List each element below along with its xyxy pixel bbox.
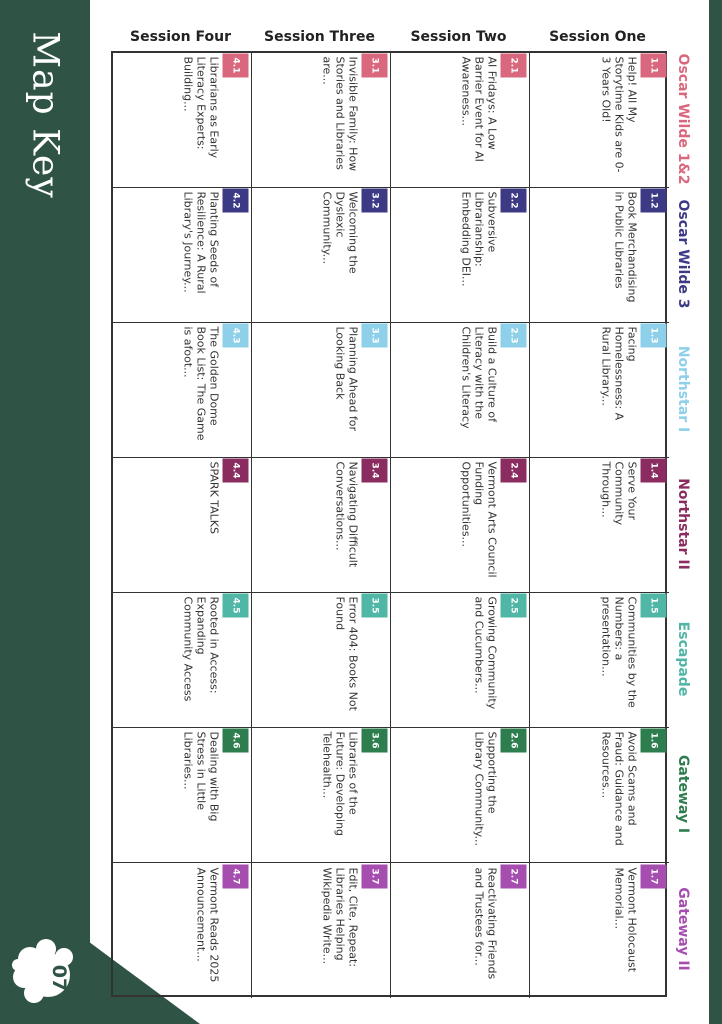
- session-cell: [530, 863, 669, 998]
- session-cell: [113, 188, 252, 323]
- room-label: Northstar II: [675, 477, 691, 570]
- session-number-badge: 4.7: [223, 864, 249, 888]
- session-number-badge: 2.6: [501, 729, 527, 753]
- session-title: Libraries of the Future: Developing Telehealth...: [320, 731, 360, 837]
- session-cell: [113, 323, 252, 458]
- session-title: Dealing with Big Stress in Little Libraries...: [181, 731, 221, 822]
- session-number-badge: 1.7: [640, 864, 666, 888]
- session-title: Build a Culture of Literacy with the Children's Literacy: [459, 326, 499, 429]
- session-cell: [391, 188, 530, 323]
- session-number-badge: 4.4: [223, 459, 249, 483]
- session-title: Growing Community and Cucumbers...: [472, 596, 499, 710]
- session-title: Help! All My Storytime Kids are 0-3 Years Old!: [599, 56, 638, 173]
- session-number-badge: 1.3: [640, 324, 666, 348]
- session-cell: [391, 323, 530, 458]
- session-title: Serve Your Community Through...: [599, 461, 638, 526]
- session-cell: [530, 188, 669, 323]
- session-title: Librarians as Early Literacy Experts: Building...: [181, 56, 221, 159]
- session-title: Book Merchandising in Public Libraries: [612, 191, 638, 303]
- session-title: Reactivating Friends and Trustees for...: [472, 867, 499, 979]
- room-label: Northstar I: [675, 345, 691, 432]
- session-cell: [530, 458, 669, 593]
- session-cell: [113, 728, 252, 863]
- session-title: Planting Seeds of Resilience: A Rural Library's Journey...: [181, 191, 221, 294]
- session-number-badge: 1.2: [640, 189, 666, 213]
- session-cell: [530, 593, 669, 728]
- session-cell: [530, 728, 669, 863]
- session-cell: [252, 188, 391, 323]
- session-title: Rooted in Access: Expanding Community Access: [181, 596, 221, 702]
- session-number-badge: 3.1: [362, 54, 388, 78]
- session-cell: [391, 593, 530, 728]
- session-header: Session Three: [264, 29, 375, 45]
- session-title: Welcoming the Dyslexic Community...: [320, 191, 360, 274]
- session-number-badge: 2.7: [501, 864, 527, 888]
- session-cell: [391, 458, 530, 593]
- session-cell: [252, 863, 391, 998]
- session-number-badge: 4.3: [223, 324, 249, 348]
- session-title: Invisible Family: How Stories and Libraries are...: [320, 56, 360, 172]
- session-cell: [252, 458, 391, 593]
- session-number-badge: 4.2: [223, 189, 249, 213]
- room-label: Escapade: [675, 621, 691, 696]
- session-number-badge: 2.5: [501, 594, 527, 618]
- session-number-badge: 1.1: [640, 54, 666, 78]
- room-label: Gateway I: [675, 754, 691, 833]
- session-number-badge: 2.3: [501, 324, 527, 348]
- session-title: Vermont Arts Council Funding Opportunities...: [459, 461, 499, 578]
- session-number-badge: 3.6: [362, 729, 388, 753]
- room-label: Oscar Wilde 1&2: [675, 53, 691, 184]
- session-cell: [530, 323, 669, 458]
- session-cell: [113, 593, 252, 728]
- session-title: Vermont Holocaust Memorial...: [612, 867, 638, 972]
- session-title: Facing Homelessness: A Rural Library...: [599, 326, 638, 421]
- session-cell: [252, 323, 391, 458]
- session-header: Session Four: [130, 29, 231, 45]
- session-number-badge: 3.7: [362, 864, 388, 888]
- room-label: Gateway II: [675, 886, 691, 971]
- session-title: Avoid Scams and Fraud: Guidance and Resources...: [599, 731, 638, 846]
- session-number-badge: 2.2: [501, 189, 527, 213]
- session-cell: [391, 728, 530, 863]
- session-title: Edit, Cite, Repeat: Libraries Helping Wikipedia Write...: [320, 867, 360, 967]
- session-cell: [113, 53, 252, 188]
- room-label: Oscar Wilde 3: [675, 199, 691, 308]
- session-cell: [530, 53, 669, 188]
- session-cell: [113, 863, 252, 998]
- session-title: Error 404: Books Not Found: [333, 596, 360, 711]
- session-number-badge: 3.2: [362, 189, 388, 213]
- session-cell: [391, 863, 530, 998]
- session-number-badge: 1.6: [640, 729, 666, 753]
- session-grid: [111, 51, 667, 997]
- session-number-badge: 2.1: [501, 54, 527, 78]
- session-number-badge: 2.4: [501, 459, 527, 483]
- page-title: Map Key: [24, 31, 66, 199]
- session-number-badge: 4.5: [223, 594, 249, 618]
- right-side-band: [709, 0, 722, 1024]
- session-title: Planning Ahead for Looking Back: [333, 326, 360, 431]
- session-cell: [252, 593, 391, 728]
- session-number-badge: 3.5: [362, 594, 388, 618]
- session-title: Subversive Librarianship: Embedding DEI...: [459, 191, 499, 287]
- session-header: Session One: [549, 29, 646, 45]
- session-number-badge: 3.3: [362, 324, 388, 348]
- session-cell: [113, 458, 252, 593]
- session-number-badge: 4.6: [223, 729, 249, 753]
- session-number-badge: 4.1: [223, 54, 249, 78]
- session-cell: [391, 53, 530, 188]
- session-number-badge: 1.4: [640, 459, 666, 483]
- session-number-badge: 1.5: [640, 594, 666, 618]
- session-title: Navigating Difficult Conversations...: [333, 461, 360, 568]
- session-title: Communities by the Numbers: a presentation...: [599, 596, 638, 708]
- page-number: 07: [48, 964, 70, 992]
- session-cell: [252, 728, 391, 863]
- session-cell: [252, 53, 391, 188]
- session-title: AI Fridays: A Low Barrier Event for AI Awareness...: [459, 56, 499, 162]
- session-title: Supporting the Library Community...: [472, 731, 499, 847]
- session-number-badge: 3.4: [362, 459, 388, 483]
- session-header: Session Two: [410, 29, 507, 45]
- session-title: The Golden Dome Book List: The Game is afoot...: [181, 326, 221, 441]
- session-title: Vermont Reads 2025 Announcement...: [194, 867, 221, 982]
- session-title: SPARK TALKS: [207, 461, 221, 535]
